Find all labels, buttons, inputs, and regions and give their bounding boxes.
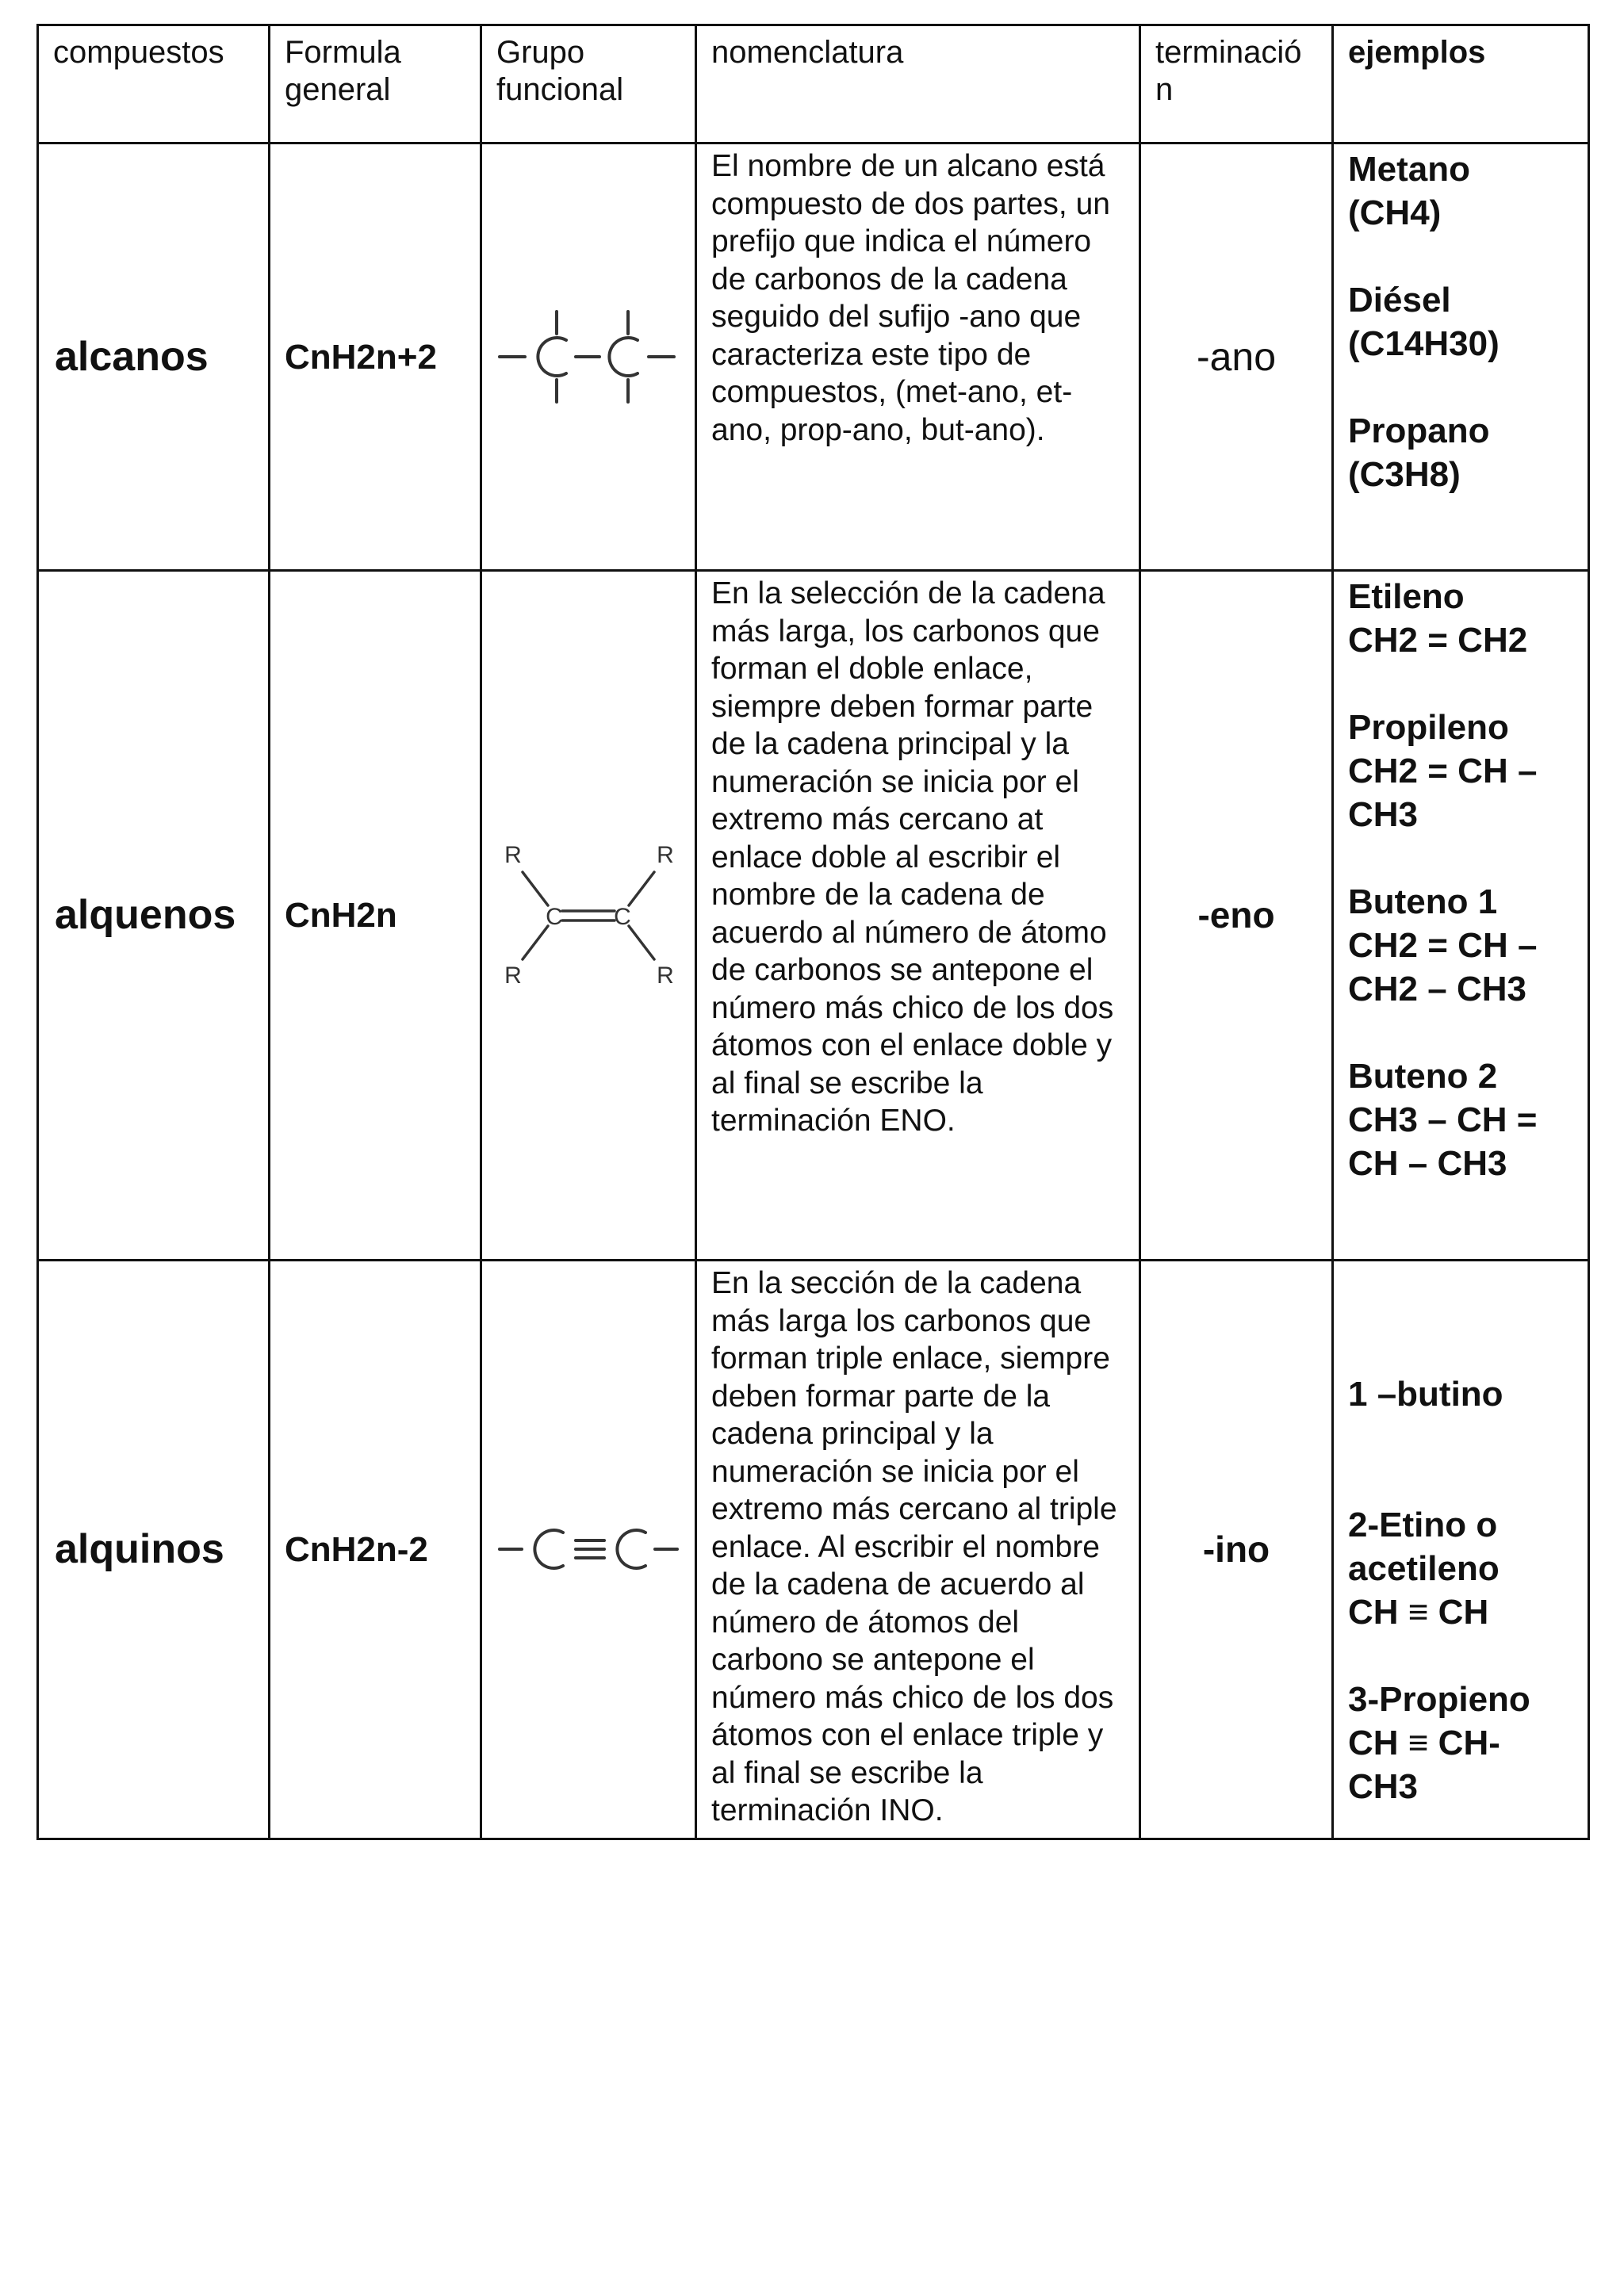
header-nomenclatura: nomenclatura [696, 25, 1140, 144]
nomenclature-description: El nombre de un alcano está compuesto de dos partes, un prefijo que indica el número de carbonos de la cadena seguido del sufijo -ano que caracteriza este tipo de compuestos, (met-ano, et-ano, prop-ano, but-ano). [696, 144, 1140, 571]
example-item: Propileno CH2 = CH – CH3 [1348, 708, 1538, 834]
table-row-alquinos [38, 1261, 1589, 1839]
general-formula: CnH2n-2 [270, 1261, 481, 1839]
header-grupo-funcional: Grupo funcional [481, 25, 696, 144]
r-group-label: R [657, 962, 674, 989]
compound-name: alcanos [38, 144, 270, 571]
r-group-label: R [657, 841, 674, 868]
functional-group [481, 571, 696, 1261]
example-item: Diésel (C14H30) [1348, 281, 1500, 363]
functional-group [481, 144, 696, 571]
example-item: 1 –butino [1348, 1375, 1503, 1414]
header-ejemplos: ejemplos [1333, 25, 1589, 144]
example-item: Buteno 2 CH3 – CH = CH – CH3 [1348, 1057, 1538, 1183]
carbon-label: C [546, 903, 563, 930]
examples-list [1333, 144, 1589, 571]
r-group-label: R [504, 841, 522, 868]
example-item: 2-Etino o acetileno CH ≡ CH [1348, 1506, 1500, 1632]
ending-suffix: -ino [1140, 1261, 1333, 1839]
carbon-label: C [614, 903, 631, 930]
table-row-alcanos [38, 144, 1589, 571]
compound-name: alquenos [38, 571, 270, 1261]
triple-bond-structure-icon [493, 1513, 684, 1585]
general-formula: CnH2n+2 [270, 144, 481, 571]
examples-list [1333, 1261, 1589, 1839]
hydrocarbon-table [36, 24, 1590, 1840]
example-item: Metano (CH4) [1348, 150, 1470, 232]
ending-suffix: -eno [1140, 571, 1333, 1261]
ending-suffix: -ano [1140, 144, 1333, 571]
header-formula-general: Formula general [270, 25, 481, 144]
example-item: 3-Propieno CH ≡ CH- CH3 [1348, 1680, 1530, 1806]
nomenclature-description: En la selección de la cadena más larga, los carbonos que forman el doble enlace, siempre deben formar parte de la cadena principal y la numeración se inicia por el extremo más cercano at enlace doble al escribir el nombre de la cadena de acuerdo al número de átomo de carbonos se antepone el número más chico de los dos átomos con el enlace doble y al final se escribe la terminación ENO. [696, 571, 1140, 1261]
compound-name: alquinos [38, 1261, 270, 1839]
general-formula: CnH2n [270, 571, 481, 1261]
double-bond-structure-icon [489, 832, 688, 999]
example-item: Etileno CH2 = CH2 [1348, 577, 1528, 660]
header-terminacion: terminació n [1140, 25, 1333, 144]
examples-list [1333, 571, 1589, 1261]
header-compuestos: compuestos [38, 25, 270, 144]
single-bond-structure-icon [493, 289, 684, 424]
example-item: Propano (C3H8) [1348, 411, 1490, 494]
functional-group [481, 1261, 696, 1839]
r-group-label: R [504, 962, 522, 989]
example-item: Buteno 1 CH2 = CH – CH2 – CH3 [1348, 882, 1538, 1008]
header-row [38, 25, 1589, 144]
table-row-alquenos [38, 571, 1589, 1261]
nomenclature-description: En la sección de la cadena más larga los carbonos que forman triple enlace, siempre deben formar parte de la cadena principal y la numeración se inicia por el extremo más cercano al triple enlace. Al escribir el nombre de la cadena de acuerdo al número de átomos del carbono se antepone el número más chico de los dos átomos con el enlace triple y al final se escribe la terminación INO. [696, 1261, 1140, 1839]
